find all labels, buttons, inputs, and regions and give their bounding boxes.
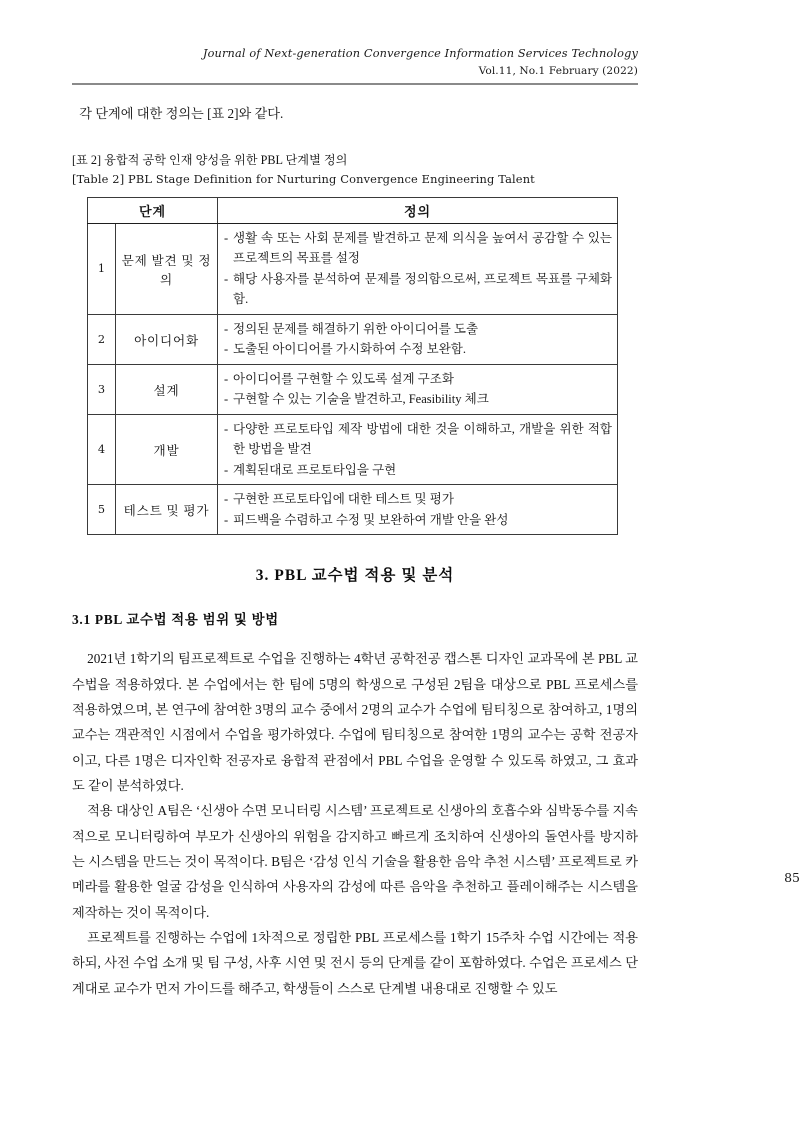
page-number: 85 <box>784 870 800 885</box>
definition-item: - 계획된대로 프로토타입을 구현 <box>224 460 612 481</box>
subsection-title: 3.1 PBL 교수법 적용 범위 및 방법 <box>72 612 279 628</box>
table-header-row <box>88 197 618 223</box>
running-head <box>72 46 638 78</box>
section-title: 3. PBL 교수법 적용 및 분석 <box>255 567 455 585</box>
definition-item: - 구현할 수 있는 기술을 발견하고, Feasibility 체크 <box>224 389 612 410</box>
cell-stage-number: 2 <box>88 314 116 364</box>
cell-stage-number: 3 <box>88 364 116 414</box>
definition-item: - 피드백을 수렴하고 수정 및 보완하여 개발 안을 완성 <box>224 510 612 531</box>
table-row <box>88 364 618 414</box>
body-paragraph: 2021년 1학기의 팀프로젝트로 수업을 진행하는 4학년 공학전공 캡스톤 디자인 교과목에 본 PBL 교수법을 적용하였다. 본 수업에서는 한 팀에 5명의 학생으로 구성된 2팀을 대상으로 PBL 프로세스를 적용하였으며, 본 연구에 참여한 3명의 교수 중에서 2명의 교수가 수업에 팀티칭으로 참여하고, 1명의 교수는 객관적인 시점에서 수업을 평가하였다. 수업에 팀티칭으로 참여한 1명의 교수는 공학 전공자이고, 다른 1명은 디자인학 전공자로 융합적 관점에서 PBL 수업을 운영할 수 있도록 하였고, 그 효과도 같이 분석하였다. <box>72 651 638 793</box>
intro-sentence: 각 단계에 대한 정의는 [표 2]와 같다. <box>79 106 284 122</box>
cell-stage-number: 5 <box>88 485 116 535</box>
column-header-definition: 정의 <box>218 197 618 223</box>
cell-stage-name: 개발 <box>116 414 218 485</box>
journal-title: Journal of Next-generation Convergence Information Services Technology <box>202 47 638 60</box>
table-row <box>88 414 618 485</box>
cell-stage-definition <box>218 414 618 485</box>
definition-list <box>224 369 612 410</box>
body-paragraph: 프로젝트를 진행하는 수업에 1차적으로 정립한 PBL 프로세스를 1학기 15주차 수업 시간에는 적용하되, 사전 수업 소개 및 팀 구성, 사후 시연 및 전시 등의 단계를 같이 포함하였다. 수업은 프로세스 단계대로 교수가 먼저 가이드를 해주고, 학생들이 스스로 단계별 내용대로 진행할 수 있도 <box>72 929 638 996</box>
pbl-stage-table <box>87 197 618 536</box>
definition-item: - 생활 속 또는 사회 문제를 발견하고 문제 의식을 높여서 공감할 수 있는 프로젝트의 목표를 설정 <box>224 228 612 269</box>
cell-stage-name: 문제 발견 및 정의 <box>116 223 218 314</box>
definition-item: - 도출된 아이디어를 가시화하여 수정 보완함. <box>224 339 612 360</box>
cell-stage-number: 4 <box>88 414 116 485</box>
definition-item: - 구현한 프로토타입에 대한 테스트 및 평가 <box>224 489 612 510</box>
definition-item: - 정의된 문제를 해결하기 위한 아이디어를 도출 <box>224 319 612 340</box>
cell-stage-number: 1 <box>88 223 116 314</box>
cell-stage-definition <box>218 223 618 314</box>
page-content <box>72 46 638 1001</box>
column-header-stage: 단계 <box>88 197 218 223</box>
table-caption-korean: [표 2] 융합적 공학 인재 양성을 위한 PBL 단계별 정의 <box>72 152 348 167</box>
cell-stage-name: 아이디어화 <box>116 314 218 364</box>
definition-item: - 해당 사용자를 분석하여 문제를 정의함으로써, 프로젝트 목표를 구체화함. <box>224 269 612 310</box>
cell-stage-definition <box>218 485 618 535</box>
table-row <box>88 314 618 364</box>
cell-stage-name: 테스트 및 평가 <box>116 485 218 535</box>
definition-list <box>224 489 612 530</box>
definition-list <box>224 419 612 481</box>
definition-item: - 다양한 프로토타입 제작 방법에 대한 것을 이해하고, 개발을 위한 적합한 방법을 발견 <box>224 419 612 460</box>
cell-stage-definition <box>218 364 618 414</box>
table-caption <box>72 151 638 189</box>
table-body <box>88 223 618 535</box>
cell-stage-definition <box>218 314 618 364</box>
definition-list <box>224 228 612 310</box>
definition-item: - 아이디어를 구현할 수 있도록 설계 구조화 <box>224 369 612 390</box>
table-header <box>88 197 618 223</box>
definition-list <box>224 319 612 360</box>
table-row <box>88 485 618 535</box>
body-paragraph: 적용 대상인 A팀은 ‘신생아 수면 모니터링 시스템’ 프로젝트로 신생아의 호흡수와 심박동수를 지속적으로 모니터링하여 부모가 신생아의 위험을 감지하고 빠르게 조치하여 신생아의 돌연사를 방지하는 시스템을 만드는 것이 목적이다. B팀은 ‘감성 인식 기술을 활용한 음악 추천 시스템’ 프로젝트로 카메라를 활용한 얼굴 감성을 인식하여 사용자의 감성에 따른 음악을 추천하고 플레이해주는 시스템을 제작하는 것이 목적이다. <box>72 803 638 920</box>
table-row <box>88 223 618 314</box>
table-caption-english: [Table 2] PBL Stage Definition for Nurturing Convergence Engineering Talent <box>72 172 535 187</box>
journal-volume-line: Vol.11, No.1 February (2022) <box>478 64 638 77</box>
body-text <box>72 628 638 1001</box>
cell-stage-name: 설계 <box>116 364 218 414</box>
